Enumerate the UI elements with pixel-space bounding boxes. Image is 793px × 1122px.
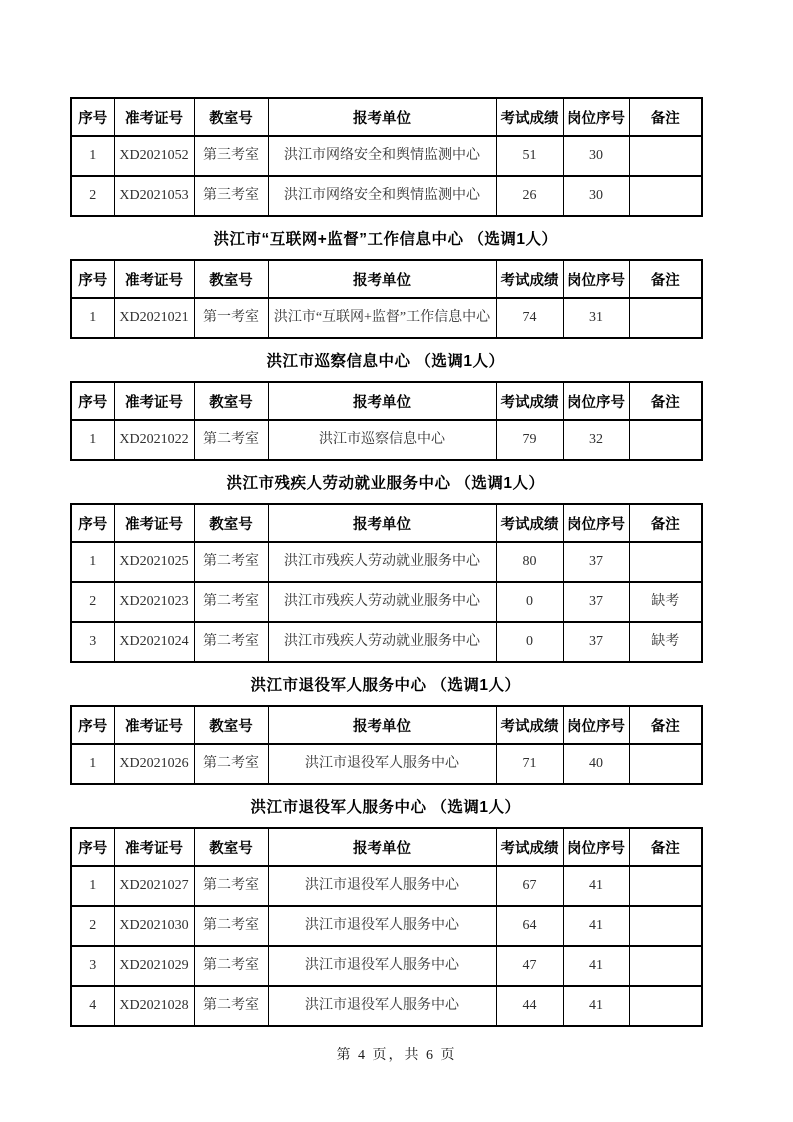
cell-room: 第二考室 [194, 622, 268, 662]
cell-remark [629, 298, 702, 338]
column-header-score: 考试成绩 [496, 382, 563, 420]
section-title: 洪江市“互联网+监督”工作信息中心 （选调1人） [213, 231, 558, 248]
cell-unit: 洪江市巡察信息中心 [268, 420, 496, 460]
cell-score: 74 [496, 298, 563, 338]
cell-room: 第二考室 [194, 420, 268, 460]
cell-unit: 洪江市“互联网+监督”工作信息中心 [268, 298, 496, 338]
cell-remark [629, 176, 702, 216]
cell-seq: 1 [71, 744, 114, 784]
column-header-unit: 报考单位 [268, 828, 496, 866]
cell-remark [629, 542, 702, 582]
column-header-seq: 序号 [71, 98, 114, 136]
column-header-position-no: 岗位序号 [563, 706, 629, 744]
column-header-remark: 备注 [629, 98, 702, 136]
cell-position-no: 30 [563, 136, 629, 176]
table-row [71, 136, 702, 176]
column-header-ticket-no: 准考证号 [114, 260, 194, 298]
cell-seq: 1 [71, 136, 114, 176]
cell-unit: 洪江市网络安全和舆情监测中心 [268, 136, 496, 176]
cell-position-no: 41 [563, 986, 629, 1026]
column-header-unit: 报考单位 [268, 504, 496, 542]
column-header-remark: 备注 [629, 504, 702, 542]
column-header-ticket-no: 准考证号 [114, 382, 194, 420]
column-header-score: 考试成绩 [496, 706, 563, 744]
cell-unit: 洪江市退役军人服务中心 [268, 866, 496, 906]
cell-seq: 1 [71, 542, 114, 582]
cell-position-no: 32 [563, 420, 629, 460]
table-row [71, 866, 702, 906]
cell-ticket-no: XD2021021 [114, 298, 194, 338]
cell-position-no: 30 [563, 176, 629, 216]
column-header-seq: 序号 [71, 504, 114, 542]
table-row [71, 986, 702, 1026]
cell-room: 第二考室 [194, 582, 268, 622]
table-row [71, 906, 702, 946]
column-header-ticket-no: 准考证号 [114, 504, 194, 542]
table-body [71, 866, 702, 1026]
cell-unit: 洪江市退役军人服务中心 [268, 946, 496, 986]
header-row [71, 828, 702, 866]
cell-seq: 1 [71, 866, 114, 906]
table-body [71, 542, 702, 662]
cell-unit: 洪江市退役军人服务中心 [268, 744, 496, 784]
cell-unit: 洪江市残疾人劳动就业服务中心 [268, 582, 496, 622]
column-header-position-no: 岗位序号 [563, 504, 629, 542]
cell-remark [629, 906, 702, 946]
cell-seq: 1 [71, 298, 114, 338]
column-header-unit: 报考单位 [268, 98, 496, 136]
cell-unit: 洪江市退役军人服务中心 [268, 986, 496, 1026]
cell-seq: 2 [71, 582, 114, 622]
unit-section [70, 663, 701, 785]
results-table [70, 827, 703, 1027]
section-title: 洪江市退役军人服务中心 （选调1人） [250, 799, 521, 816]
header-row [71, 98, 702, 136]
cell-score: 0 [496, 622, 563, 662]
column-header-ticket-no: 准考证号 [114, 98, 194, 136]
cell-room: 第三考室 [194, 176, 268, 216]
cell-unit: 洪江市残疾人劳动就业服务中心 [268, 622, 496, 662]
cell-remark [629, 420, 702, 460]
column-header-remark: 备注 [629, 828, 702, 866]
cell-remark: 缺考 [629, 582, 702, 622]
column-header-position-no: 岗位序号 [563, 260, 629, 298]
column-header-room: 教室号 [194, 260, 268, 298]
cell-score: 47 [496, 946, 563, 986]
column-header-seq: 序号 [71, 828, 114, 866]
column-header-seq: 序号 [71, 382, 114, 420]
sections-container [70, 97, 701, 1027]
cell-ticket-no: XD2021023 [114, 582, 194, 622]
column-header-unit: 报考单位 [268, 382, 496, 420]
table-row [71, 744, 702, 784]
column-header-seq: 序号 [71, 260, 114, 298]
cell-ticket-no: XD2021022 [114, 420, 194, 460]
results-table [70, 97, 703, 217]
cell-seq: 3 [71, 622, 114, 662]
table-row [71, 298, 702, 338]
unit-section [70, 785, 701, 1027]
cell-seq: 2 [71, 176, 114, 216]
table-body [71, 744, 702, 784]
cell-position-no: 37 [563, 542, 629, 582]
column-header-position-no: 岗位序号 [563, 382, 629, 420]
cell-remark [629, 946, 702, 986]
column-header-score: 考试成绩 [496, 98, 563, 136]
column-header-score: 考试成绩 [496, 504, 563, 542]
cell-score: 80 [496, 542, 563, 582]
cell-room: 第二考室 [194, 946, 268, 986]
cell-seq: 3 [71, 946, 114, 986]
column-header-score: 考试成绩 [496, 828, 563, 866]
column-header-unit: 报考单位 [268, 260, 496, 298]
results-table [70, 381, 703, 461]
column-header-remark: 备注 [629, 706, 702, 744]
section-title: 洪江市巡察信息中心 （选调1人） [266, 353, 505, 370]
cell-ticket-no: XD2021029 [114, 946, 194, 986]
unit-section [70, 217, 701, 339]
cell-ticket-no: XD2021026 [114, 744, 194, 784]
cell-ticket-no: XD2021025 [114, 542, 194, 582]
cell-room: 第二考室 [194, 906, 268, 946]
column-header-remark: 备注 [629, 260, 702, 298]
cell-position-no: 31 [563, 298, 629, 338]
section-title: 洪江市退役军人服务中心 （选调1人） [250, 677, 521, 694]
column-header-room: 教室号 [194, 504, 268, 542]
cell-ticket-no: XD2021024 [114, 622, 194, 662]
column-header-room: 教室号 [194, 98, 268, 136]
column-header-room: 教室号 [194, 382, 268, 420]
cell-score: 0 [496, 582, 563, 622]
section-title: 洪江市残疾人劳动就业服务中心 （选调1人） [226, 475, 545, 492]
column-header-ticket-no: 准考证号 [114, 706, 194, 744]
results-table [70, 503, 703, 663]
cell-seq: 4 [71, 986, 114, 1026]
unit-section [70, 97, 701, 217]
header-row [71, 706, 702, 744]
cell-seq: 2 [71, 906, 114, 946]
column-header-room: 教室号 [194, 828, 268, 866]
cell-unit: 洪江市网络安全和舆情监测中心 [268, 176, 496, 216]
cell-score: 71 [496, 744, 563, 784]
cell-remark [629, 744, 702, 784]
unit-section [70, 461, 701, 663]
cell-ticket-no: XD2021030 [114, 906, 194, 946]
unit-section [70, 339, 701, 461]
cell-ticket-no: XD2021052 [114, 136, 194, 176]
cell-remark: 缺考 [629, 622, 702, 662]
cell-score: 51 [496, 136, 563, 176]
cell-remark [629, 866, 702, 906]
cell-score: 26 [496, 176, 563, 216]
table-row [71, 176, 702, 216]
header-row [71, 382, 702, 420]
table-body [71, 298, 702, 338]
cell-score: 44 [496, 986, 563, 1026]
column-header-position-no: 岗位序号 [563, 828, 629, 866]
cell-remark [629, 986, 702, 1026]
cell-room: 第二考室 [194, 986, 268, 1026]
document-page [70, 97, 701, 1027]
cell-unit: 洪江市退役军人服务中心 [268, 906, 496, 946]
cell-ticket-no: XD2021027 [114, 866, 194, 906]
cell-room: 第三考室 [194, 136, 268, 176]
column-header-unit: 报考单位 [268, 706, 496, 744]
cell-room: 第二考室 [194, 866, 268, 906]
column-header-room: 教室号 [194, 706, 268, 744]
cell-seq: 1 [71, 420, 114, 460]
column-header-score: 考试成绩 [496, 260, 563, 298]
table-row [71, 582, 702, 622]
results-table [70, 705, 703, 785]
cell-room: 第二考室 [194, 542, 268, 582]
table-body [71, 136, 702, 216]
cell-unit: 洪江市残疾人劳动就业服务中心 [268, 542, 496, 582]
column-header-ticket-no: 准考证号 [114, 828, 194, 866]
cell-position-no: 40 [563, 744, 629, 784]
header-row [71, 504, 702, 542]
cell-position-no: 37 [563, 622, 629, 662]
table-row [71, 420, 702, 460]
cell-score: 67 [496, 866, 563, 906]
cell-position-no: 37 [563, 582, 629, 622]
page-number-footer: 第 4 页，共 6 页 [336, 1048, 457, 1063]
cell-ticket-no: XD2021053 [114, 176, 194, 216]
table-row [71, 542, 702, 582]
cell-score: 64 [496, 906, 563, 946]
cell-position-no: 41 [563, 866, 629, 906]
results-table [70, 259, 703, 339]
cell-room: 第二考室 [194, 744, 268, 784]
header-row [71, 260, 702, 298]
cell-room: 第一考室 [194, 298, 268, 338]
cell-position-no: 41 [563, 946, 629, 986]
cell-score: 79 [496, 420, 563, 460]
table-body [71, 420, 702, 460]
cell-position-no: 41 [563, 906, 629, 946]
column-header-position-no: 岗位序号 [563, 98, 629, 136]
table-row [71, 946, 702, 986]
column-header-seq: 序号 [71, 706, 114, 744]
cell-remark [629, 136, 702, 176]
column-header-remark: 备注 [629, 382, 702, 420]
cell-ticket-no: XD2021028 [114, 986, 194, 1026]
table-row [71, 622, 702, 662]
